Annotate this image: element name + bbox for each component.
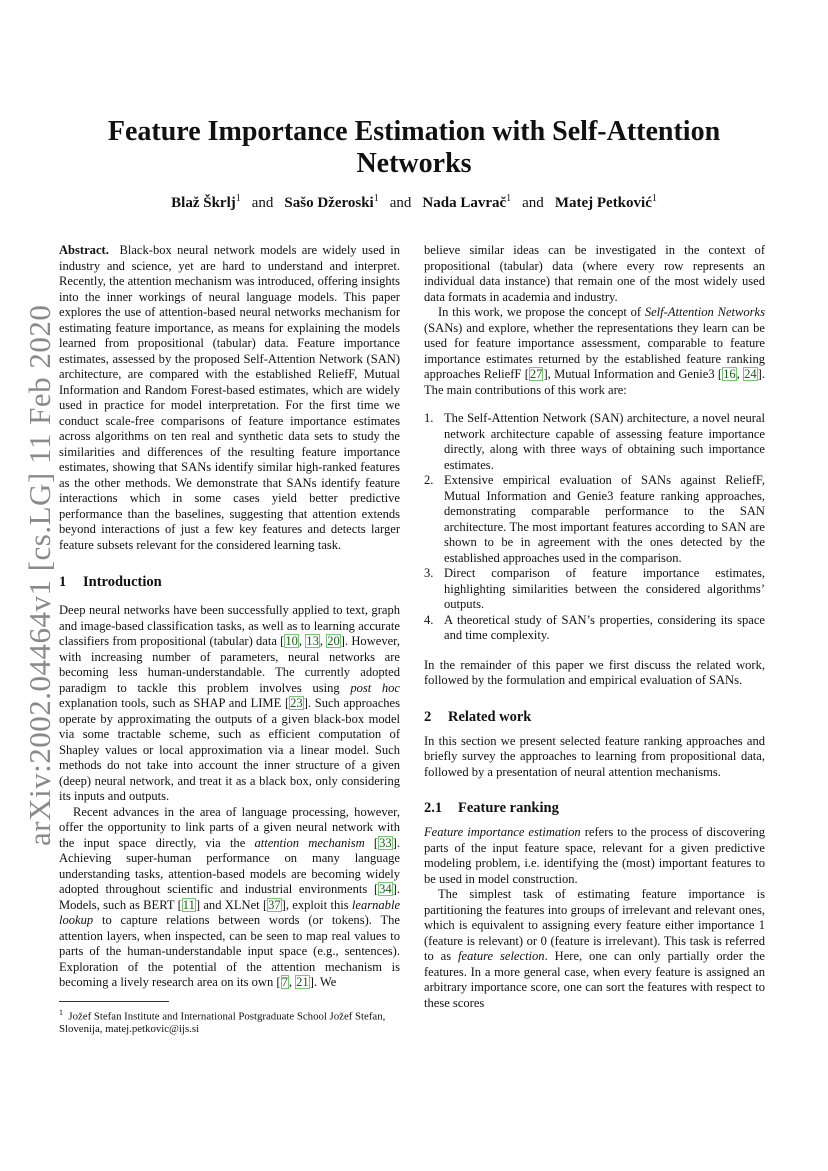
- author-affiliation-mark: 1: [651, 193, 657, 204]
- abstract-text: Black-box neural network models are widely used in industry and science, yet are hard to understand and interpret. Recently, the attention mechanism was introduced, offering insights into the inner workings of neural language models. This paper explores the use of attention-based neural networks mechanism for estimating feature importance, as means for explaining the models learned from propositional (tabular) data. Feature importance estimates, assessed by the proposed Self-Attention Network (SAN) architecture, are compared with the established ReliefF, Mutual Information and Random Forest-based estimates, which are widely used in practice for model interpretation. For the first time we conduct scale-free comparisons of feature importance estimates across algorithms on ten real and synthetic data sets to study the similarities and differences of the resulting feature importance estimates, showing that SANs identify similar high-ranked features as the other methods. We demonstrate that SANs identify feature interactions which in some cases yield better predictive performance than the baselines, suggesting that attention extends beyond interactions of just a few key features and detects larger feature subsets relevant for the considered learning task.: [59, 243, 400, 552]
- citation-link[interactable]: 16: [723, 367, 736, 381]
- citation-link[interactable]: 33: [379, 835, 392, 850]
- citation-link[interactable]: 24: [744, 367, 757, 381]
- citation-link[interactable]: 37: [268, 897, 281, 912]
- footnote-rule: [59, 1001, 169, 1002]
- section-heading-related-work: 2 Related work: [424, 708, 532, 725]
- author-affiliation-mark: 1: [506, 193, 512, 204]
- remainder-paragraph: In the remainder of this paper we first discuss the related work, followed by the formulation and empirical evaluation of SANs.: [424, 657, 765, 687]
- paper-title: Feature Importance Estimation with Self-Attention Networks: [107, 116, 721, 179]
- section-number: 1: [59, 574, 67, 590]
- author-affiliation-mark: 1: [235, 193, 241, 204]
- intro-paragraph-3: In this work, we propose the concept of Self-Attention Networks (SANs) and explore, whether the representations they learn can be used for feature importance assessment, comparable to feature importance estimates returned by the established feature ranking approaches ReliefF [27], Mutual Information and Genie3 [16, 24]. The main contributions of this work are:: [424, 305, 765, 397]
- feature-ranking-paragraph-2: The simplest task of estimating feature importance is partitioning the features into groups of irrelevant and relevant ones, which is equivalent to assigning every feature either importance 1 (feature is relevant) or 0 (feature is irrelevant). This task is referred to as feature selection. Here, one can only partially order the features. In a more general case, when every feature is assigned an arbitrary importance score, one can sort the features with respect to these scores: [424, 887, 765, 1010]
- intro-paragraph-continued: believe similar ideas can be investigated in the context of propositional (tabular) data (where every row represents an individual data instance) that remain one of the most widely used data formats in academia and industry.: [424, 243, 765, 304]
- list-item: 4. A theoretical study of SAN’s properties, considering its space and time complexity.: [424, 612, 765, 642]
- citation-link[interactable]: 20: [327, 634, 340, 648]
- author-affiliation-mark: 1: [373, 193, 379, 204]
- intro-paragraph-2: Recent advances in the area of language processing, however, offer the opportunity to link parts of a given neural network with the input space directly, via the attention mechanism [33]. Achieving super-human performance on many language understanding tasks, attention-based models are becoming widely adopted throughout scientific and industrial environments [34]. Models, such as BERT [11] and XLNet [37], exploit this learnable lookup to capture relations between words (or tokens). The attention layers, when inspected, can be seen to map real values to parts of the human-understandable input space (e.g., sentences). Exploration of the potential of the attention mechanism is becoming a lively research area on its own [7, 21]. We: [59, 804, 401, 989]
- author-list: [60, 193, 768, 212]
- feature-ranking-paragraph-1: Feature importance estimation refers to the process of discovering parts of the input feature space, relevant for a given predictive modeling problem, i.e. identifying the (most) important features to be used in model construction.: [424, 825, 765, 886]
- citation-link[interactable]: 21: [296, 975, 309, 989]
- author-name: Nada Lavrač: [422, 195, 507, 211]
- list-item: 2. Extensive empirical evaluation of SANs against ReliefF, Mutual Information and Genie3 feature ranking approaches, demonstrating comparable performance to the SAN architecture. The most important features according to SAN are shown to be in agreement with the ones detected by the established approaches used in the comparison.: [424, 473, 765, 565]
- citation-link[interactable]: 7: [281, 975, 288, 989]
- citation-link[interactable]: 11: [182, 897, 195, 912]
- related-work-paragraph: In this section we present selected feature ranking approaches and briefly survey the approaches to learning from propositional data, followed by a presentation of neural attention mechanisms.: [424, 733, 765, 779]
- list-item: 3. Direct comparison of feature importance estimates, highlighting similarities between the considered algorithms’ outputs.: [424, 566, 765, 611]
- citation-link[interactable]: 23: [290, 696, 303, 710]
- author-name: Sašo Džeroski: [284, 195, 374, 211]
- author-name: Matej Petković: [554, 195, 652, 211]
- right-column: [424, 243, 765, 1011]
- intro-paragraph-1: Deep neural networks have been successfully applied to text, graph and image-based classification tasks, as well as to learning accurate classifiers from propositional (tabular) data [10, 13, 20]. However, with increasing number of parameters, neural networks are becoming less human-understandable. The currently adopted paradigm to tackle this problem involves using post hoc explanation tools, such as SHAP and LIME [23]. Such approaches operate by approximating the outputs of a given black-box model via some tractable scheme, such as efficient computation of Shapley values or local approximation via a linear model. Such methods do not take into account the inner structure of a given (deep) neural network, and treat it as a black box, only considering its inputs and outputs.: [59, 603, 400, 803]
- left-column: [59, 243, 400, 1036]
- abstract: [59, 243, 400, 553]
- citation-link[interactable]: 34: [379, 882, 392, 896]
- footnote: $^1$ Jožef Stefan Institute and International Postgraduate School Jožef Stefan, Slovenija, matej.petkovic@ijs.si: [59, 1007, 386, 1036]
- section-title: Introduction: [83, 574, 162, 590]
- contributions-list: [424, 411, 765, 644]
- author-separator: and: [522, 195, 544, 211]
- subsection-heading-feature-ranking: 2.1 Feature ranking: [424, 800, 559, 816]
- footnote-block: [59, 1001, 400, 1037]
- author-name: Blaž Škrlj: [171, 195, 236, 211]
- citation-link[interactable]: 10: [285, 634, 298, 648]
- list-item: 1. The Self-Attention Network (SAN) architecture, a novel neural network architecture capable of assessing feature importance directly, along with three ways of obtaining such importance estimates.: [424, 411, 765, 472]
- author-separator: and: [251, 195, 274, 211]
- abstract-label: Abstract.: [59, 243, 109, 257]
- section-heading-introduction: [59, 573, 400, 591]
- author-separator: and: [389, 195, 412, 211]
- arxiv-stamp: arXiv:2002.04464v1 [cs.LG] 11 Feb 2020: [22, 304, 57, 846]
- citation-link[interactable]: 13: [306, 634, 319, 648]
- citation-link[interactable]: 27: [529, 367, 543, 381]
